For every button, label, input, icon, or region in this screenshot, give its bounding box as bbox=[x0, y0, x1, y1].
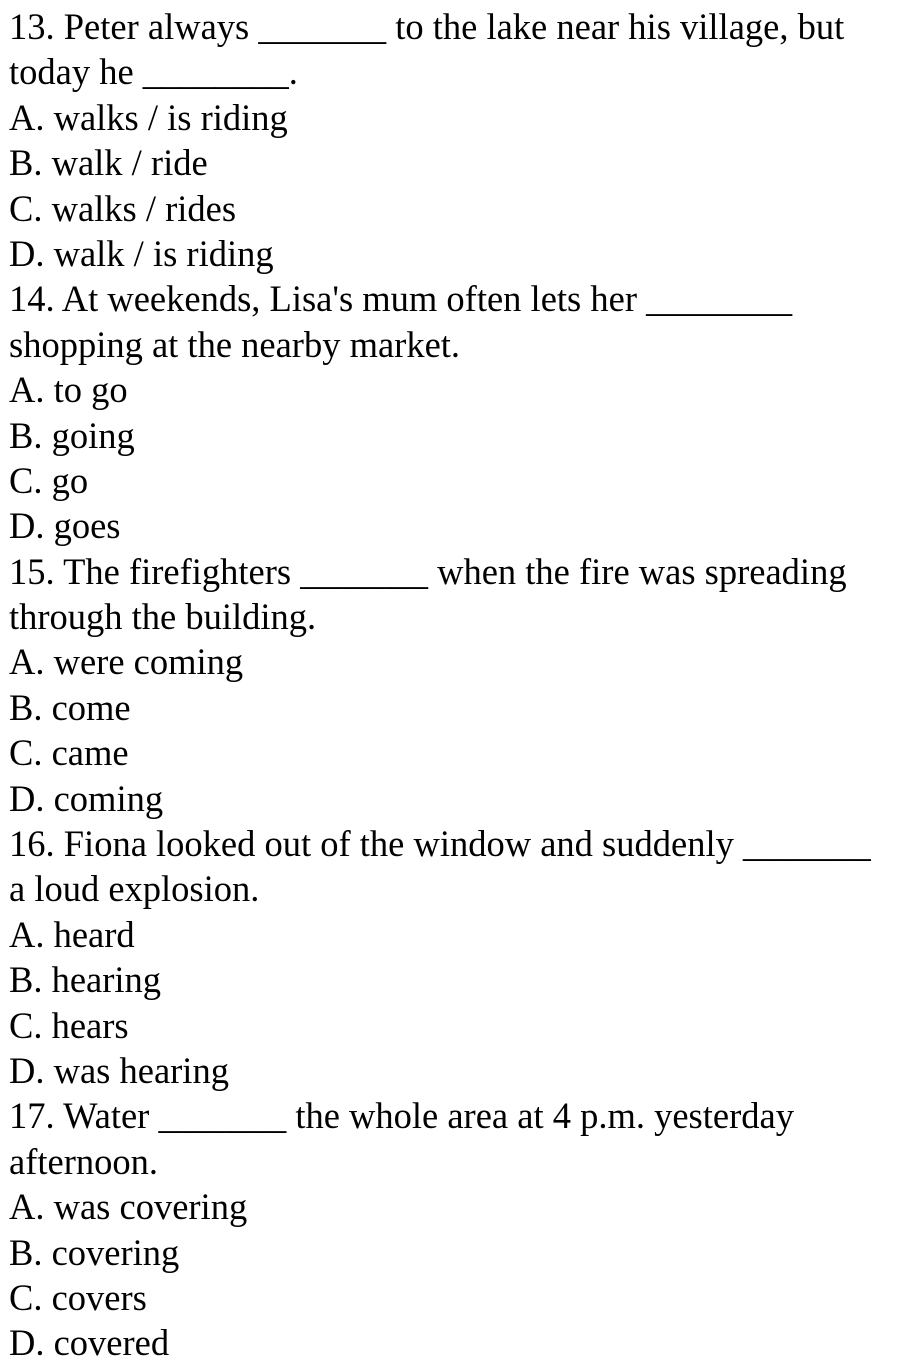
question-stem-line: 17. Water _______ the whole area at 4 p.m. yesterday bbox=[9, 1095, 794, 1137]
answer-option-a: A. to go bbox=[9, 369, 128, 411]
question-13 bbox=[9, 4, 919, 276]
answer-option-a: A. were coming bbox=[9, 641, 244, 683]
answer-option-d: D. coming bbox=[9, 777, 164, 819]
answer-option-b: B. covering bbox=[9, 1231, 180, 1273]
answer-option-c: C. go bbox=[9, 459, 89, 501]
answer-option-c: C. covers bbox=[9, 1276, 147, 1318]
question-stem-line: today he ________. bbox=[9, 51, 298, 93]
quiz-document bbox=[9, 4, 919, 1366]
answer-option-c: C. came bbox=[9, 732, 129, 774]
answer-option-a: A. heard bbox=[9, 913, 135, 955]
answer-option-d: D. goes bbox=[9, 505, 121, 547]
answer-option-d: D. was hearing bbox=[9, 1049, 229, 1091]
question-17 bbox=[9, 1093, 919, 1365]
question-stem-line: 13. Peter always _______ to the lake near his village, but bbox=[9, 6, 845, 47]
question-stem-line: 14. At weekends, Lisa's mum often lets her ________ bbox=[9, 278, 793, 320]
answer-option-a: A. was covering bbox=[9, 1186, 248, 1228]
question-stem-line: shopping at the nearby market. bbox=[9, 323, 461, 365]
answer-option-b: B. going bbox=[9, 414, 135, 456]
question-stem-line: through the building. bbox=[9, 596, 317, 638]
answer-option-d: D. walk / is riding bbox=[9, 232, 274, 274]
question-stem-line: 15. The firefighters _______ when the fire was spreading bbox=[9, 550, 847, 592]
answer-option-b: B. hearing bbox=[9, 959, 162, 1001]
answer-option-b: B. come bbox=[9, 686, 131, 728]
question-16 bbox=[9, 821, 919, 1093]
answer-option-c: C. walks / rides bbox=[9, 187, 237, 229]
question-stem-line: 16. Fiona looked out of the window and suddenly _______ bbox=[9, 823, 871, 865]
question-14 bbox=[9, 276, 919, 548]
question-15 bbox=[9, 549, 919, 821]
question-stem-line: a loud explosion. bbox=[9, 868, 260, 910]
answer-option-b: B. walk / ride bbox=[9, 142, 208, 184]
answer-option-a: A. walks / is riding bbox=[9, 96, 288, 138]
question-stem-line: afternoon. bbox=[9, 1140, 158, 1182]
answer-option-c: C. hears bbox=[9, 1004, 129, 1046]
answer-option-d: D. covered bbox=[9, 1322, 170, 1364]
